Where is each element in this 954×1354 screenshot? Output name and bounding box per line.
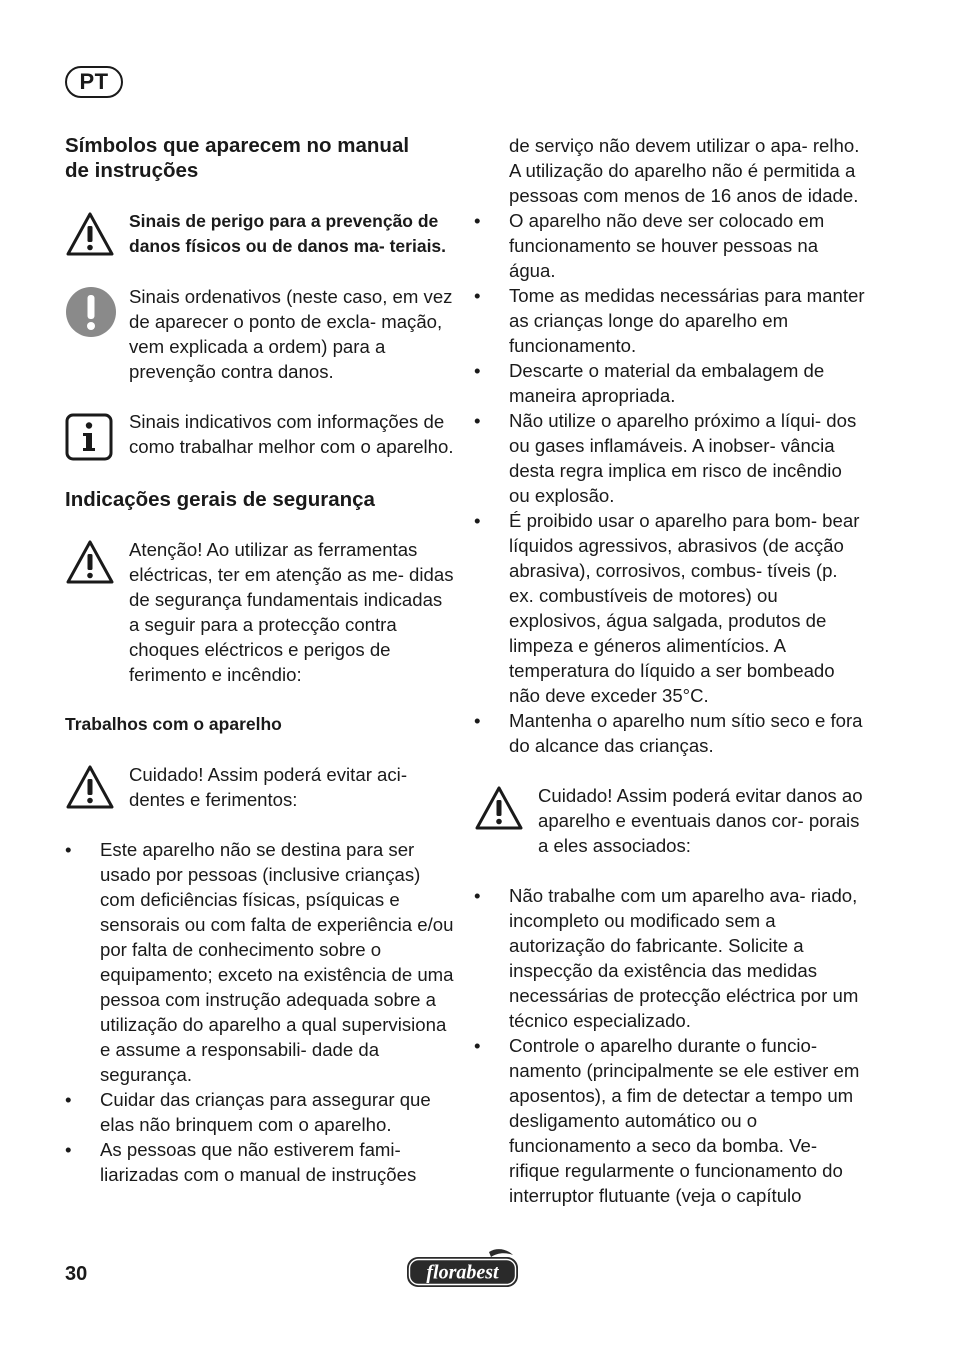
- safety-warning-text: Atenção! Ao utilizar as ferramentas eléctricas, ter em atenção as me- didas de segurança fundamentais indicadas a seguir para a protecção contra choques eléctricos e perigos de ferimento e incêndio:: [129, 539, 454, 685]
- warning-triangle-icon: [65, 537, 129, 585]
- list-item: • Cuidar das crianças para assegurar que elas não brinquem com o aparelho.: [65, 1087, 455, 1137]
- list-item: • Não utilize o aparelho próximo a líqui- dos ou gases inflamáveis. A inobser- vância desta regra implica em risco de incêndio ou explosão.: [474, 408, 866, 508]
- right-bullet-list-2: [474, 883, 866, 1208]
- work-warning-block: [65, 762, 455, 812]
- warning-triangle-icon: [65, 762, 129, 810]
- damage-warning-block: [474, 783, 866, 858]
- list-item: • Controle o aparelho durante o funcio- namento (principalmente se ele estiver em aposentos), a fim de detectar a tempo um desligamento automático ou o funcionamento a seco da bomba. Ve- rifique regularmente o funcionamento do interruptor flutuante (veja o capítulo: [474, 1033, 866, 1208]
- symbol-danger-block: [65, 209, 455, 259]
- heading-safety: Indicações gerais de segurança: [65, 488, 375, 511]
- list-item: • Este aparelho não se destina para ser usado por pessoas (inclusive crianças) com deficiências físicas, psíquicas e sensorais ou com falta de experiência e/ou por falta de conhecimento sobre o equipamento; exceto na existência de uma pessoa com instrução adequada sobre a utilização do aparelho a qual supervisiona e assume a responsabili- dade da segurança.: [65, 837, 455, 1087]
- brand-logo: [405, 1248, 521, 1295]
- mandatory-exclamation-icon: [65, 284, 129, 338]
- list-item: • As pessoas que não estiverem fami- liarizadas com o manual de instruções: [65, 1137, 455, 1187]
- subheading-work: Trabalhos com o aparelho: [65, 714, 282, 734]
- list-item: • O aparelho não deve ser colocado em funcionamento se houver pessoas na água.: [474, 208, 866, 283]
- symbol-info-block: [65, 409, 455, 461]
- list-item: • Descarte o material da embalagem de maneira apropriada.: [474, 358, 866, 408]
- list-item: • É proibido usar o aparelho para bom- bear líquidos agressivos, abrasivos (de acção abrasiva), corrosivos, combus- tíveis (p. ex. combustíveis de motores) ou explosivos, água salgada, produtos de limpeza e géneros alimentícios. A temperatura do líquido a ser bombeado não deve exceder 35°C.: [474, 508, 866, 708]
- heading-symbols: Símbolos que aparecem no manual de instruções: [65, 134, 410, 182]
- list-item: • Não trabalhe com um aparelho ava- riado, incompleto ou modificado sem a autorização do fabricante. Solicite a inspecção da existência das medidas necessárias de protecção eléctrica por um técnico especializado.: [474, 883, 866, 1033]
- list-item: • Tome as medidas necessárias para manter as crianças longe do aparelho em funcionamento.: [474, 283, 866, 358]
- right-bullet-list-1: [474, 208, 866, 758]
- symbol-danger-text: Sinais de perigo para a prevenção de danos físicos ou de danos ma- teriais.: [129, 211, 447, 256]
- work-warning-text: Cuidado! Assim poderá evitar aci- dentes e ferimentos:: [129, 764, 408, 810]
- page-number: 30: [65, 1263, 88, 1285]
- safety-warning-block: [65, 537, 455, 687]
- symbol-mandatory-text: Sinais ordenativos (neste caso, em vez de aparecer o ponto de excla- mação, vem explicada a ordem) para a prevenção contra danos.: [129, 286, 453, 382]
- warning-triangle-icon: [65, 209, 129, 257]
- language-badge: PT: [65, 66, 123, 98]
- brand-logo-text: florabest: [426, 1261, 499, 1284]
- warning-triangle-icon: [474, 783, 538, 831]
- list-item: • Mantenha o aparelho num sítio seco e fora do alcance das crianças.: [474, 708, 866, 758]
- damage-warning-text: Cuidado! Assim poderá evitar danos ao aparelho e eventuais danos cor- porais a eles associados:: [538, 785, 863, 856]
- info-icon: [65, 409, 129, 461]
- right-column: [474, 133, 866, 1208]
- symbol-info-text: Sinais indicativos com informações de como trabalhar melhor com o aparelho.: [129, 411, 454, 457]
- continuation-text: de serviço não devem utilizar o apa- relho. A utilização do aparelho não é permitida a pessoas com menos de 16 anos de idade.: [509, 135, 860, 206]
- left-bullet-list: [65, 837, 455, 1187]
- symbol-mandatory-block: [65, 284, 455, 384]
- left-column: [65, 133, 455, 1187]
